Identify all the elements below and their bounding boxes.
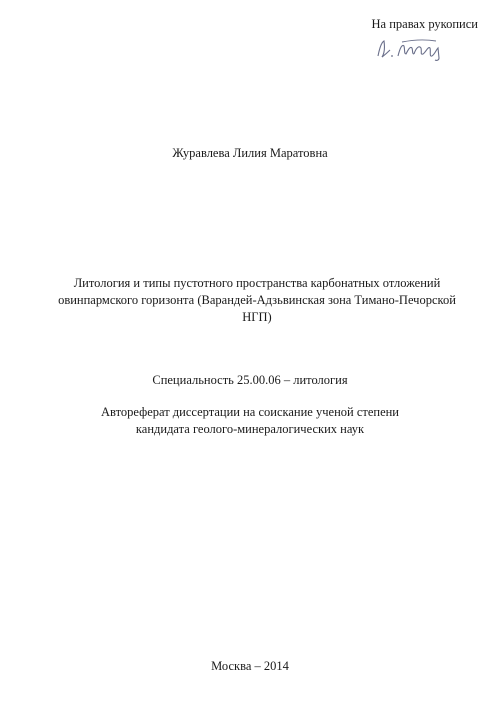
abstract-description (0, 404, 500, 438)
author-name: Журавлева Лилия Маратовна (172, 146, 328, 160)
place-and-year: Москва – 2014 (211, 659, 289, 673)
title-line: НГП) (242, 310, 272, 324)
rights-notice: На правах рукописи (371, 17, 478, 31)
dissertation-title (30, 275, 484, 326)
abstract-line: кандидата геолого-минералогических наук (135, 422, 365, 436)
specialty-line: Специальность 25.00.06 – литология (152, 373, 348, 387)
title-line: овинпармского горизонта (Варандей-Адзьвинская зона Тимано-Печорской (58, 293, 456, 307)
title-line: Литология и типы пустотного пространства карбонатных отложений (73, 276, 441, 290)
handwritten-signature (372, 36, 452, 62)
abstract-line: Автореферат диссертации на соискание ученой степени (100, 405, 399, 419)
